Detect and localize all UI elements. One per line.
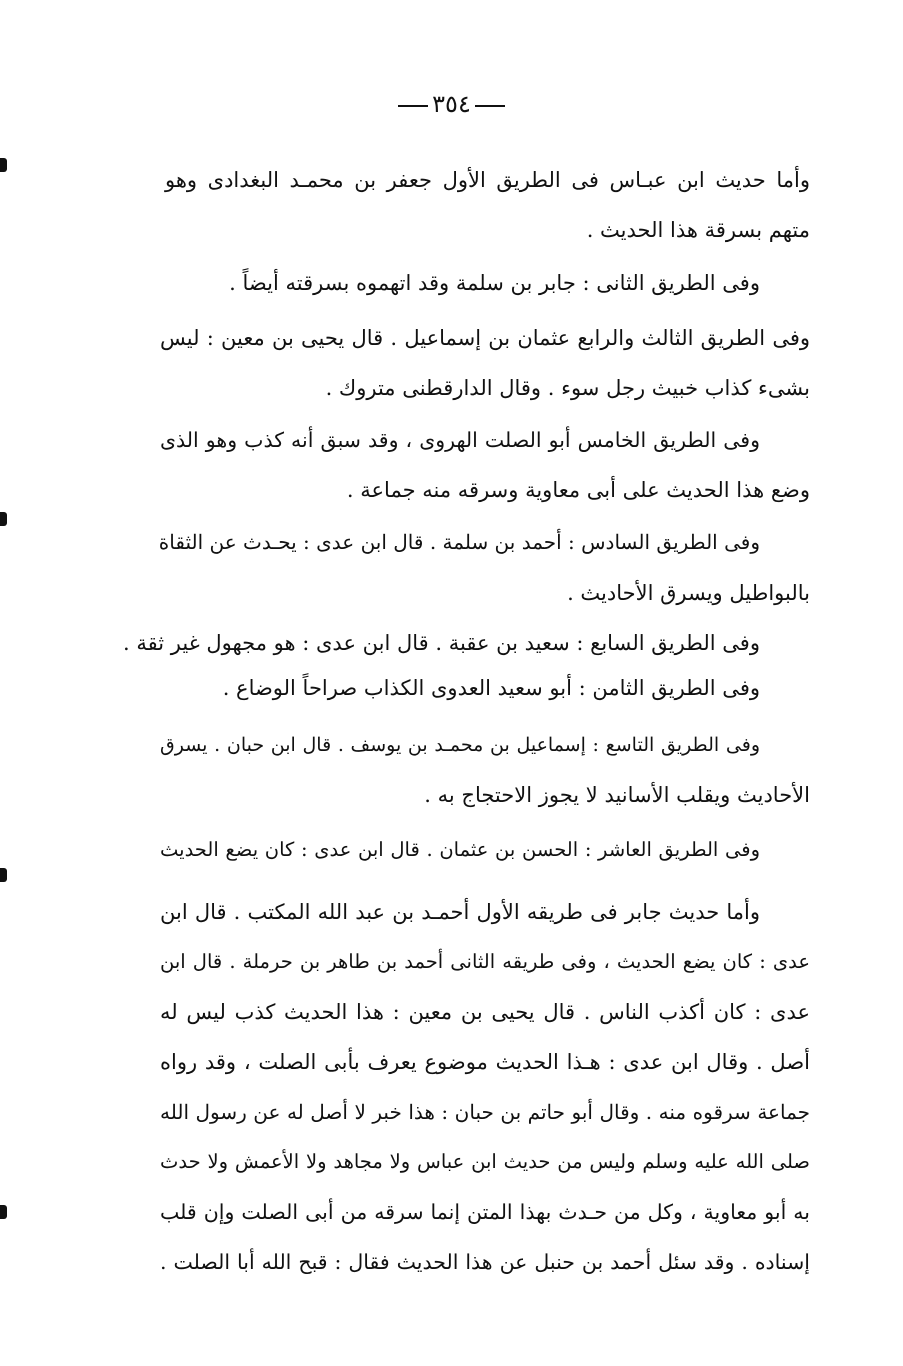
text-line: به أبو معاوية ، وكل من حـدث بهذا المتن إنما سرقه من أبى الصلت وإن قلب	[160, 1200, 810, 1224]
text-line: بالبواطيل ويسرق الأحاديث .	[567, 581, 810, 605]
text-line: وفى الطريق الخامس أبو الصلت الهروى ، وقد سبق أنه كذب وهو الذى	[160, 428, 760, 452]
text-line: جماعة سرقوه منه . وقال أبو حاتم بن حبان : هذا خبر لا أصل له عن رسول الله	[160, 1100, 810, 1124]
text-line: الأحاديث ويقلب الأسانيد لا يجوز الاحتجاج به .	[424, 783, 810, 807]
margin-mark	[0, 1205, 7, 1219]
text-line: بشىء كذاب خبيث رجل سوء . وقال الدارقطنى متروك .	[325, 376, 810, 400]
text-line: وأما حديث جابر فى طريقه الأول أحمـد بن عبد الله المكتب . قال ابن	[160, 900, 760, 924]
text-line: وفى الطريق الثالث والرابع عثمان بن إسماعيل . قال يحيى بن معين : ليس	[160, 326, 810, 350]
text-line: وفى الطريق الثامن : أبو سعيد العدوى الكذاب صراحاً الوضاع .	[222, 676, 760, 700]
text-line: أصل . وقال ابن عدى : هـذا الحديث موضوع يعرف بأبى الصلت ، وقد رواه	[160, 1050, 810, 1074]
text-line: عدى : كان يضع الحديث ، وفى طريقه الثانى أحمد بن طاهر بن حرملة . قال ابن	[160, 950, 810, 973]
page-number-dash-left	[398, 105, 428, 107]
page-number-text: ٣٥٤	[432, 90, 471, 118]
text-line: إسناده . وقد سئل أحمد بن حنبل عن هذا الحديث فقال : قبح الله أبا الصلت .	[160, 1250, 810, 1274]
text-line: عدى : كان أكذب الناس . قال يحيى بن معين : هذا الحديث كذب ليس له	[160, 1000, 810, 1024]
text-line: وفى الطريق السابع : سعيد بن عقبة . قال ابن عدى : هو مجهول غير ثقة .	[123, 631, 760, 655]
margin-mark	[0, 868, 7, 882]
text-line: وفى الطريق التاسع : إسماعيل بن محمـد بن يوسف . قال ابن حبان . يسرق	[160, 734, 760, 756]
text-line: متهم بسرقة هذا الحديث .	[586, 218, 810, 242]
margin-mark	[0, 158, 7, 172]
page-number-dash-right	[475, 105, 505, 107]
margin-mark	[0, 512, 7, 526]
text-line: وفى الطريق العاشر : الحسن بن عثمان . قال ابن عدى : كان يضع الحديث	[160, 838, 760, 861]
page-number	[0, 90, 903, 118]
text-line: وفى الطريق السادس : أحمد بن سلمة . قال ابن عدى : يحـدث عن الثقاة	[158, 530, 760, 554]
text-line: وفى الطريق الثانى : جابر بن سلمة وقد اتهموه بسرقته أيضاً .	[229, 271, 760, 295]
text-line: وأما حديث ابن عبـاس فى الطريق الأول جعفر بن محمـد البغدادى وهو	[165, 168, 810, 192]
text-line: وضع هذا الحديث على أبى معاوية وسرقه منه جماعة .	[346, 478, 810, 502]
text-line: صلى الله عليه وسلم وليس من حديث ابن عباس ولا مجاهد ولا الأعمش ولا حدث	[160, 1150, 810, 1173]
